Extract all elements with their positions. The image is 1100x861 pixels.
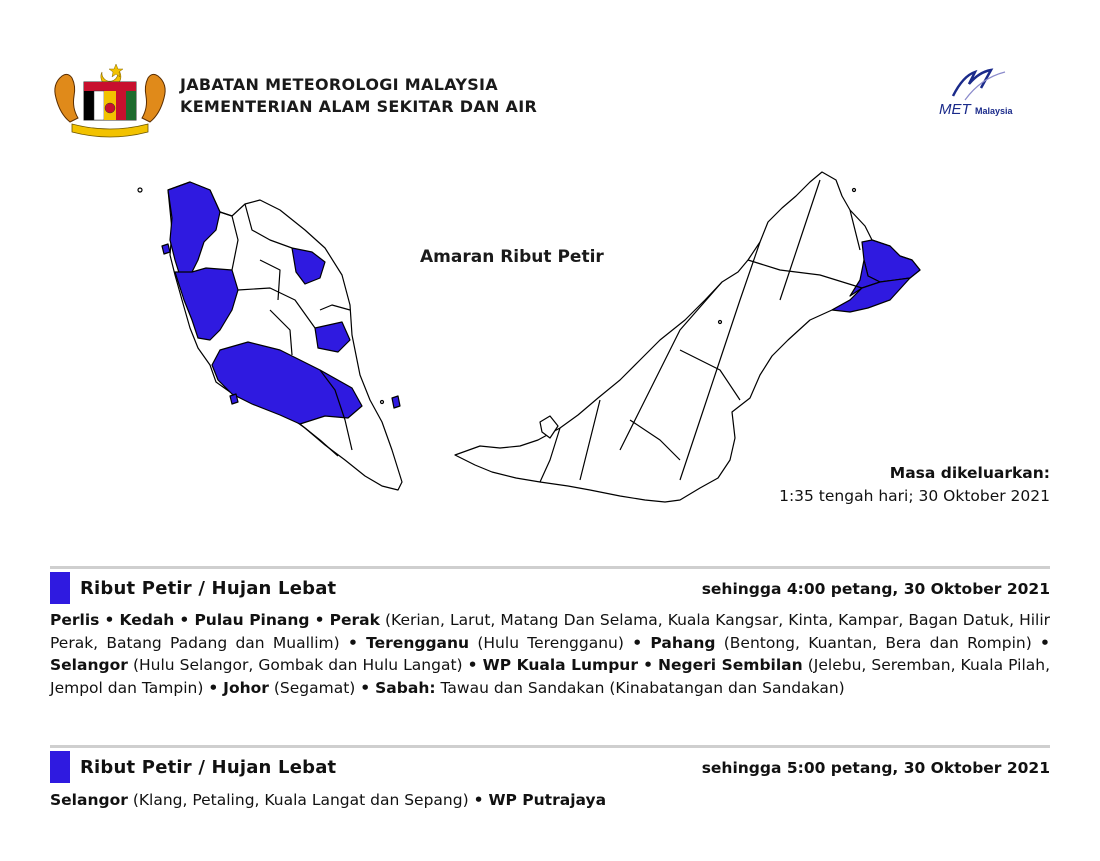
peninsular-malaysia bbox=[138, 182, 402, 490]
bullet: • bbox=[347, 633, 358, 652]
area-state: Kedah bbox=[119, 611, 175, 629]
issued-time: 1:35 tengah hari; 30 Oktober 2021 bbox=[779, 487, 1050, 505]
bullet: • bbox=[360, 678, 371, 697]
warning-title: Ribut Petir / Hujan Lebat bbox=[80, 578, 337, 599]
area-detail: (Jelebu, Seremban, Kuala Pilah, Jempol dan Tampin) bbox=[50, 656, 1050, 697]
bullet: • bbox=[179, 611, 190, 629]
area-state: Selangor bbox=[50, 656, 128, 674]
area-state: WP Putrajaya bbox=[488, 791, 607, 809]
alert-sabah-sandakan bbox=[862, 240, 920, 282]
area-state: Sabah: bbox=[375, 678, 436, 697]
map-title: Amaran Ribut Petir bbox=[420, 247, 604, 267]
coat-of-arms-icon bbox=[50, 58, 170, 138]
alert-color-bar bbox=[50, 572, 70, 604]
area-state: Terengganu bbox=[366, 633, 470, 652]
warning-title: Ribut Petir / Hujan Lebat bbox=[80, 757, 337, 778]
area-state: Perlis bbox=[50, 611, 100, 629]
bullet: • bbox=[1040, 633, 1050, 652]
area-state: Selangor bbox=[50, 791, 128, 809]
borneo-malaysia bbox=[455, 172, 920, 502]
area-state: Perak bbox=[329, 611, 380, 629]
bullet: • bbox=[632, 633, 643, 652]
bullet: • bbox=[473, 791, 484, 809]
warning-until: sehingga 4:00 petang, 30 Oktober 2021 bbox=[701, 580, 1050, 598]
issued-time-block bbox=[779, 462, 1050, 508]
area-state: Johor bbox=[223, 678, 269, 697]
agency-line-2: KEMENTERIAN ALAM SEKITAR DAN AIR bbox=[180, 97, 538, 116]
area-state: Pulau Pinang bbox=[194, 611, 310, 629]
bullet: • bbox=[104, 611, 115, 629]
area-detail: (Hulu Terengganu) bbox=[477, 633, 624, 652]
bullet: • bbox=[314, 611, 325, 629]
agency-name bbox=[180, 74, 537, 118]
area-detail: (Bentong, Kuantan, Bera dan Rompin) bbox=[723, 633, 1032, 652]
area-detail: (Hulu Selangor, Gombak dan Hulu Langat) bbox=[132, 656, 463, 674]
warning-areas bbox=[50, 789, 1050, 812]
bullet: • bbox=[643, 656, 653, 674]
warning-until: sehingga 5:00 petang, 30 Oktober 2021 bbox=[701, 759, 1050, 777]
met-malaysia-logo bbox=[935, 66, 1050, 121]
area-detail: (Klang, Petaling, Kuala Langat dan Sepang) bbox=[132, 791, 469, 809]
area-detail: (Kerian, Larut, Matang Dan Selama, Kuala Kangsar, Kinta, Kampar, Bagan Datuk, Hilir Perak, Batang Padang dan Muallim) bbox=[50, 611, 1051, 652]
issued-label: Masa dikeluarkan: bbox=[889, 464, 1050, 482]
met-logo-suffix: Malaysia bbox=[975, 106, 1013, 116]
warning-header bbox=[50, 570, 1050, 604]
warning-areas bbox=[50, 609, 1050, 699]
agency-line-1: JABATAN METEOROLOGI MALAYSIA bbox=[180, 75, 498, 94]
area-state: Negeri Sembilan bbox=[658, 656, 803, 674]
warning-header bbox=[50, 749, 1050, 783]
met-logo-prefix: MET bbox=[939, 101, 971, 118]
alert-color-bar bbox=[50, 751, 70, 783]
section-divider bbox=[50, 566, 1050, 569]
bullet: • bbox=[467, 656, 478, 674]
bullet: • bbox=[208, 678, 219, 697]
area-detail: Tawau dan Sandakan (Kinabatangan dan Sandakan) bbox=[440, 678, 845, 697]
area-state: Pahang bbox=[650, 633, 716, 652]
borneo-land bbox=[455, 172, 920, 502]
section-divider bbox=[50, 745, 1050, 748]
area-detail: (Segamat) bbox=[273, 678, 356, 697]
area-state: WP Kuala Lumpur bbox=[482, 656, 638, 674]
